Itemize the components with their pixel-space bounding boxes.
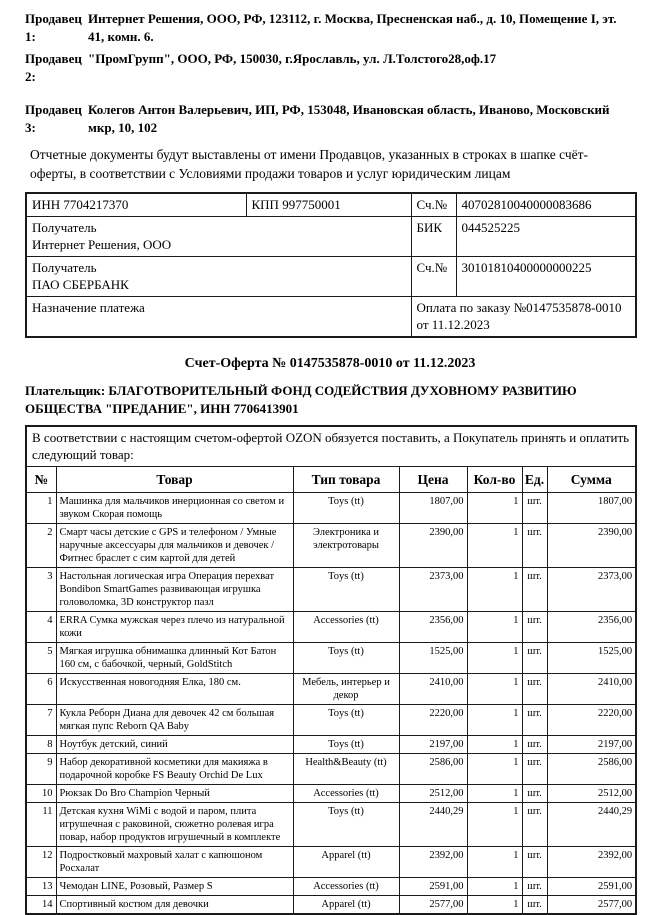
product-type-cell: Toys (tt) bbox=[293, 643, 399, 674]
seller-1-text: Интернет Решения, ООО, РФ, 123112, г. Москва, Пресненская наб., д. 10, Помещение I, эт. 41, комн. 6. bbox=[88, 11, 617, 44]
product-type-cell: Toys (tt) bbox=[293, 803, 399, 847]
unit-cell: шт. bbox=[522, 612, 547, 643]
goods-row bbox=[26, 674, 636, 705]
goods-intro-row bbox=[26, 426, 636, 467]
account-label-cell: Сч.№ bbox=[411, 193, 456, 217]
bank-details-table bbox=[25, 192, 637, 338]
row-num-cell: 10 bbox=[26, 785, 56, 803]
sum-cell: 2410,00 bbox=[547, 674, 636, 705]
product-type-cell: Apparel (tt) bbox=[293, 896, 399, 915]
recipient-cell bbox=[26, 217, 411, 257]
product-type-cell: Accessories (tt) bbox=[293, 878, 399, 896]
sum-cell: 2392,00 bbox=[547, 847, 636, 878]
qty-cell: 1 bbox=[467, 705, 522, 736]
price-cell: 2577,00 bbox=[399, 896, 467, 915]
goods-row bbox=[26, 878, 636, 896]
bik-label-cell: БИК bbox=[411, 217, 456, 257]
seller-3-text: Колегов Антон Валерьевич, ИП, РФ, 153048, Ивановская область, Иваново, Московский мкр, 10, 102 bbox=[88, 102, 610, 135]
unit-cell: шт. bbox=[522, 847, 547, 878]
row-num-cell: 3 bbox=[26, 568, 56, 612]
row-num-cell: 14 bbox=[26, 896, 56, 915]
price-cell: 2440,29 bbox=[399, 803, 467, 847]
qty-cell: 1 bbox=[467, 568, 522, 612]
row-num-cell: 12 bbox=[26, 847, 56, 878]
qty-cell: 1 bbox=[467, 643, 522, 674]
product-name-cell: Рюкзак Do Bro Champion Черный bbox=[56, 785, 293, 803]
sum-cell: 1525,00 bbox=[547, 643, 636, 674]
unit-cell: шт. bbox=[522, 568, 547, 612]
goods-header-row bbox=[26, 467, 636, 493]
product-name-cell: Искусственная новогодняя Елка, 180 см. bbox=[56, 674, 293, 705]
price-cell: 2512,00 bbox=[399, 785, 467, 803]
goods-header-num: № bbox=[26, 467, 56, 493]
sum-cell: 2390,00 bbox=[547, 524, 636, 568]
product-name-cell: Машинка для мальчиков инерционная со светом и звуком Скорая помощь bbox=[56, 493, 293, 524]
purpose-value-cell: Оплата по заказу №0147535878-0010 от 11.12.2023 bbox=[411, 297, 636, 338]
row-num-cell: 13 bbox=[26, 878, 56, 896]
goods-row bbox=[26, 612, 636, 643]
corr-account-value-cell: 30101810400000000225 bbox=[456, 257, 636, 297]
product-type-cell: Apparel (tt) bbox=[293, 847, 399, 878]
row-num-cell: 11 bbox=[26, 803, 56, 847]
unit-cell: шт. bbox=[522, 754, 547, 785]
price-cell: 2220,00 bbox=[399, 705, 467, 736]
product-name-cell: Кукла Реборн Диана для девочек 42 см большая мягкая пупс Reborn QA Baby bbox=[56, 705, 293, 736]
product-type-cell: Health&Beauty (tt) bbox=[293, 754, 399, 785]
product-name-cell: Подростковый махровый халат с капюшоном Росхалат bbox=[56, 847, 293, 878]
unit-cell: шт. bbox=[522, 674, 547, 705]
product-name-cell: Ноутбук детский, синий bbox=[56, 736, 293, 754]
goods-row bbox=[26, 785, 636, 803]
sum-cell: 2220,00 bbox=[547, 705, 636, 736]
goods-header-unit: Ед. bbox=[522, 467, 547, 493]
goods-table bbox=[25, 425, 637, 915]
product-name-cell: Спортивный костюм для девочки bbox=[56, 896, 293, 915]
seller-2-label: Продавец 2: bbox=[25, 51, 82, 84]
goods-row bbox=[26, 896, 636, 915]
bank-label: Получатель bbox=[32, 260, 97, 275]
product-name-cell: ERRA Сумка мужская через плечо из натуральной кожи bbox=[56, 612, 293, 643]
unit-cell: шт. bbox=[522, 803, 547, 847]
qty-cell: 1 bbox=[467, 878, 522, 896]
qty-cell: 1 bbox=[467, 847, 522, 878]
report-note: Отчетные документы будут выставлены от имени Продавцов, указанных в строках в шапке счёт-оферты, в соответствии с Условиями продажи товаров и услуг юридическим лицам bbox=[30, 147, 589, 181]
row-num-cell: 5 bbox=[26, 643, 56, 674]
product-type-cell: Accessories (tt) bbox=[293, 612, 399, 643]
price-cell: 1525,00 bbox=[399, 643, 467, 674]
price-cell: 2373,00 bbox=[399, 568, 467, 612]
qty-cell: 1 bbox=[467, 493, 522, 524]
row-num-cell: 7 bbox=[26, 705, 56, 736]
seller-line-1 bbox=[25, 10, 635, 46]
unit-cell: шт. bbox=[522, 878, 547, 896]
seller-1-label: Продавец 1: bbox=[25, 11, 82, 44]
goods-table-intro: В соответствии с настоящим счетом-офертой OZON обязуется поставить, а Покупатель принять и оплатить следующий товар: bbox=[26, 426, 636, 467]
sum-cell: 2356,00 bbox=[547, 612, 636, 643]
price-cell: 1807,00 bbox=[399, 493, 467, 524]
sum-cell: 1807,00 bbox=[547, 493, 636, 524]
account-value-cell: 40702810040000083686 bbox=[456, 193, 636, 217]
price-cell: 2586,00 bbox=[399, 754, 467, 785]
product-type-cell: Мебель, интерьер и декор bbox=[293, 674, 399, 705]
goods-table-body bbox=[26, 493, 636, 915]
qty-cell: 1 bbox=[467, 612, 522, 643]
goods-row bbox=[26, 705, 636, 736]
qty-cell: 1 bbox=[467, 785, 522, 803]
goods-header-qty: Кол-во bbox=[467, 467, 522, 493]
sum-cell: 2591,00 bbox=[547, 878, 636, 896]
product-name-cell: Детская кухня WiMi с водой и паром, плита игрушечная с раковиной, сюжетно ролевая игра повар, набор продуктов игрушечный в комплекте bbox=[56, 803, 293, 847]
payer-line: Плательщик: БЛАГОТВОРИТЕЛЬНЫЙ ФОНД СОДЕЙСТВИЯ ДУХОВНОМУ РАЗВИТИЮ ОБЩЕСТВА "ПРЕДАНИЕ", ИНН 7706413901 bbox=[25, 383, 577, 416]
document-title: Счет-Оферта № 0147535878-0010 от 11.12.2023 bbox=[184, 356, 476, 371]
product-name-cell: Чемодан LINE, Розовый, Размер S bbox=[56, 878, 293, 896]
product-name-cell: Набор декоративной косметики для макияжа в подарочной коробке FS Beauty Orchid De Lux bbox=[56, 754, 293, 785]
unit-cell: шт. bbox=[522, 643, 547, 674]
product-type-cell: Accessories (tt) bbox=[293, 785, 399, 803]
product-name-cell: Настольная логическая игра Операция перехват Bondibon SmartGames развивающая игрушка головоломка, 3D конструктор пазл bbox=[56, 568, 293, 612]
corr-account-label-cell: Сч.№ bbox=[411, 257, 456, 297]
qty-cell: 1 bbox=[467, 736, 522, 754]
product-type-cell: Toys (tt) bbox=[293, 493, 399, 524]
qty-cell: 1 bbox=[467, 674, 522, 705]
goods-row bbox=[26, 754, 636, 785]
bank-row-purpose bbox=[26, 297, 636, 338]
unit-cell: шт. bbox=[522, 896, 547, 915]
goods-row bbox=[26, 524, 636, 568]
price-cell: 2591,00 bbox=[399, 878, 467, 896]
qty-cell: 1 bbox=[467, 754, 522, 785]
unit-cell: шт. bbox=[522, 493, 547, 524]
row-num-cell: 8 bbox=[26, 736, 56, 754]
goods-header-price: Цена bbox=[399, 467, 467, 493]
unit-cell: шт. bbox=[522, 785, 547, 803]
qty-cell: 1 bbox=[467, 896, 522, 915]
seller-line-3 bbox=[25, 101, 635, 137]
bik-value-cell: 044525225 bbox=[456, 217, 636, 257]
price-cell: 2390,00 bbox=[399, 524, 467, 568]
row-num-cell: 9 bbox=[26, 754, 56, 785]
seller-3-label: Продавец 3: bbox=[25, 102, 82, 135]
seller-line-2 bbox=[25, 50, 635, 86]
sum-cell: 2586,00 bbox=[547, 754, 636, 785]
purpose-label-cell: Назначение платежа bbox=[26, 297, 411, 338]
qty-cell: 1 bbox=[467, 524, 522, 568]
price-cell: 2410,00 bbox=[399, 674, 467, 705]
sum-cell: 2373,00 bbox=[547, 568, 636, 612]
recipient-name: Интернет Решения, ООО bbox=[32, 237, 172, 252]
row-num-cell: 6 bbox=[26, 674, 56, 705]
bank-row-recipient bbox=[26, 217, 636, 257]
goods-row bbox=[26, 568, 636, 612]
unit-cell: шт. bbox=[522, 524, 547, 568]
product-type-cell: Электроника и электротовары bbox=[293, 524, 399, 568]
bank-cell bbox=[26, 257, 411, 297]
price-cell: 2392,00 bbox=[399, 847, 467, 878]
goods-row bbox=[26, 643, 636, 674]
unit-cell: шт. bbox=[522, 705, 547, 736]
product-name-cell: Мягкая игрушка обнимашка длинный Кот Батон 160 см, с бабочкой, черный, GoldStitch bbox=[56, 643, 293, 674]
recipient-label: Получатель bbox=[32, 220, 97, 235]
product-type-cell: Toys (tt) bbox=[293, 568, 399, 612]
sum-cell: 2512,00 bbox=[547, 785, 636, 803]
product-type-cell: Toys (tt) bbox=[293, 705, 399, 736]
product-name-cell: Смарт часы детские с GPS и телефоном / Умные наручные аксессуары для мальчиков и девочек / Фитнес браслет с сим картой для детей bbox=[56, 524, 293, 568]
bank-name: ПАО СБЕРБАНК bbox=[32, 277, 129, 292]
bank-row-bank bbox=[26, 257, 636, 297]
sum-cell: 2197,00 bbox=[547, 736, 636, 754]
sum-cell: 2577,00 bbox=[547, 896, 636, 915]
goods-row bbox=[26, 803, 636, 847]
row-num-cell: 1 bbox=[26, 493, 56, 524]
row-num-cell: 2 bbox=[26, 524, 56, 568]
goods-header-type: Тип товара bbox=[293, 467, 399, 493]
goods-header-sum: Сумма bbox=[547, 467, 636, 493]
price-cell: 2356,00 bbox=[399, 612, 467, 643]
goods-row bbox=[26, 493, 636, 524]
bank-row-inn bbox=[26, 193, 636, 217]
kpp-cell: КПП 997750001 bbox=[246, 193, 411, 217]
goods-header-name: Товар bbox=[56, 467, 293, 493]
inn-cell: ИНН 7704217370 bbox=[26, 193, 246, 217]
row-num-cell: 4 bbox=[26, 612, 56, 643]
unit-cell: шт. bbox=[522, 736, 547, 754]
goods-row bbox=[26, 847, 636, 878]
seller-2-text: "ПромГрупп", ООО, РФ, 150030, г.Ярославль, ул. Л.Толстого28,оф.17 bbox=[88, 51, 497, 66]
product-type-cell: Toys (tt) bbox=[293, 736, 399, 754]
qty-cell: 1 bbox=[467, 803, 522, 847]
price-cell: 2197,00 bbox=[399, 736, 467, 754]
goods-row bbox=[26, 736, 636, 754]
sum-cell: 2440,29 bbox=[547, 803, 636, 847]
